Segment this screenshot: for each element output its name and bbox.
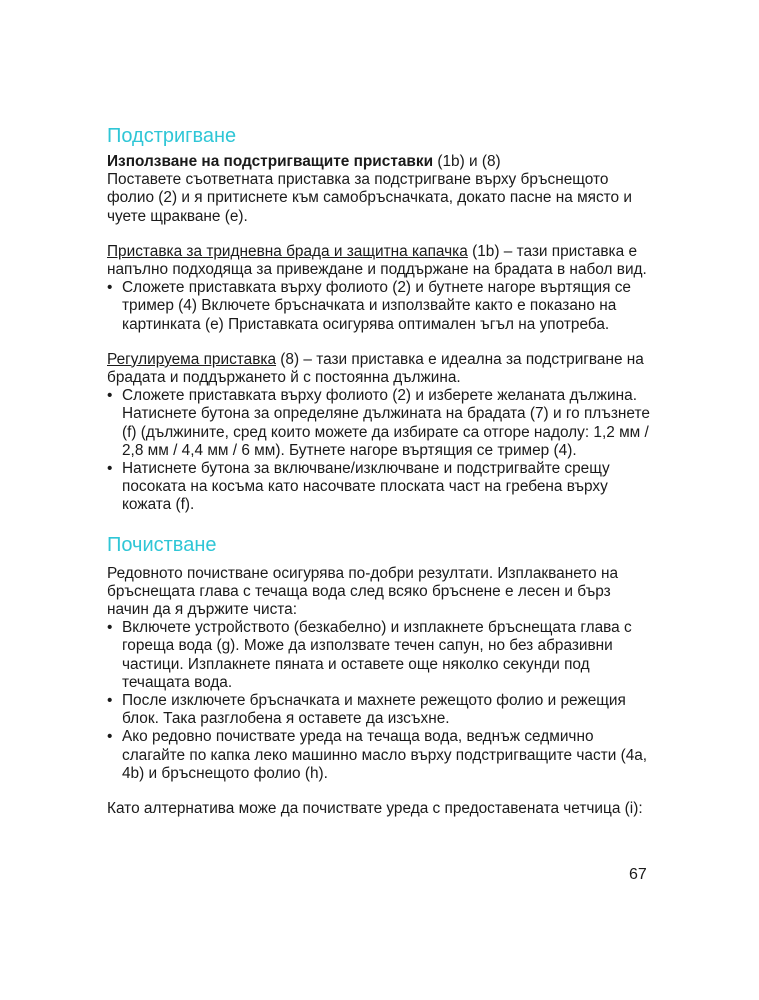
- attachment1-name: Приставка за тридневна брада и защитна капачка: [107, 242, 468, 260]
- attachment1-text: (1b) – тази приставка е напълно подходяща за привеждане и поддържане на брадата в набол вид.: [107, 242, 647, 279]
- page-number: 67: [629, 866, 647, 883]
- usage-refs: (1b) и (8): [433, 153, 501, 170]
- usage-title: Използване на подстригващите приставки: [107, 153, 434, 170]
- attachment2-name: Регулируема приставка: [107, 350, 277, 368]
- usage-paragraph: [107, 153, 652, 171]
- attachment2-paragraph: [107, 351, 652, 387]
- attachment2-bullet-list: [107, 387, 652, 514]
- attachment1-paragraph: [107, 243, 652, 279]
- cleaning-bullet-list: [107, 619, 652, 783]
- usage-text: Поставете съответната приставка за подстригване върху бръснещото фолио (2) и я притиснете към самобръсначката, докато пасне на място и чуете щракване (e).: [107, 171, 632, 225]
- attachment2-text: (8) – тази приставка е идеална за подстригване на брадата и поддържането й с постоянна дължина.: [107, 350, 644, 387]
- list-item: • После изключете бръсначката и махнете режещото фолио и режещия блок. Така разглобена я оставете да изсъхне.: [107, 692, 652, 728]
- page-content: [107, 124, 652, 818]
- heading-cleaning: Почистване: [107, 533, 217, 556]
- cleaning-intro: Редовното почистване осигурява по-добри резултати. Изплакването на бръснещата глава с течаща вода след всяко бръснене е лесен и бърз начин да я държите чиста:: [107, 564, 619, 619]
- cleaning-alternative: Като алтернатива може да почиствате уреда с предоставената четчица (i):: [107, 800, 643, 818]
- list-item: • Натиснете бутона за включване/изключване и подстригвайте срещу посоката на косъма като насочвате плоската част на гребена върху кожата (f).: [107, 460, 652, 515]
- list-item: • Сложете приставката върху фолиото (2) и бутнете нагоре въртящия се тример (4) Включете бръсначката и използвайте както е показано на картинката (e) Приставката осигурява оптимален ъгъл на употреба.: [107, 279, 652, 334]
- list-item: • Ако редовно почиствате уреда на течаща вода, веднъж седмично слагайте по капка леко машинно масло върху подстригващите части (4a, 4b) и бръснещото фолио (h).: [107, 728, 652, 783]
- heading-trimming: Подстригване: [107, 125, 237, 147]
- list-item: • Включете устройството (безкабелно) и изплакнете бръснещата глава с гореща вода (g). Може да използвате течен сапун, но без абразивни частици. Изплакнете пяната и оставете още няколко секунди под течащата вода.: [107, 619, 652, 692]
- list-item: • Сложете приставката върху фолиото (2) и изберете желаната дължина. Натиснете бутона за определяне дължината на брадата (7) и го плъзнете (f) (дължините, сред които можете да избирате са отгоре надолу: 1,2 мм / 2,8 мм / 4,4 мм / 6 мм). Бутнете нагоре въртящия се тример (4).: [107, 387, 652, 460]
- attachment1-bullet-list: [107, 279, 652, 334]
